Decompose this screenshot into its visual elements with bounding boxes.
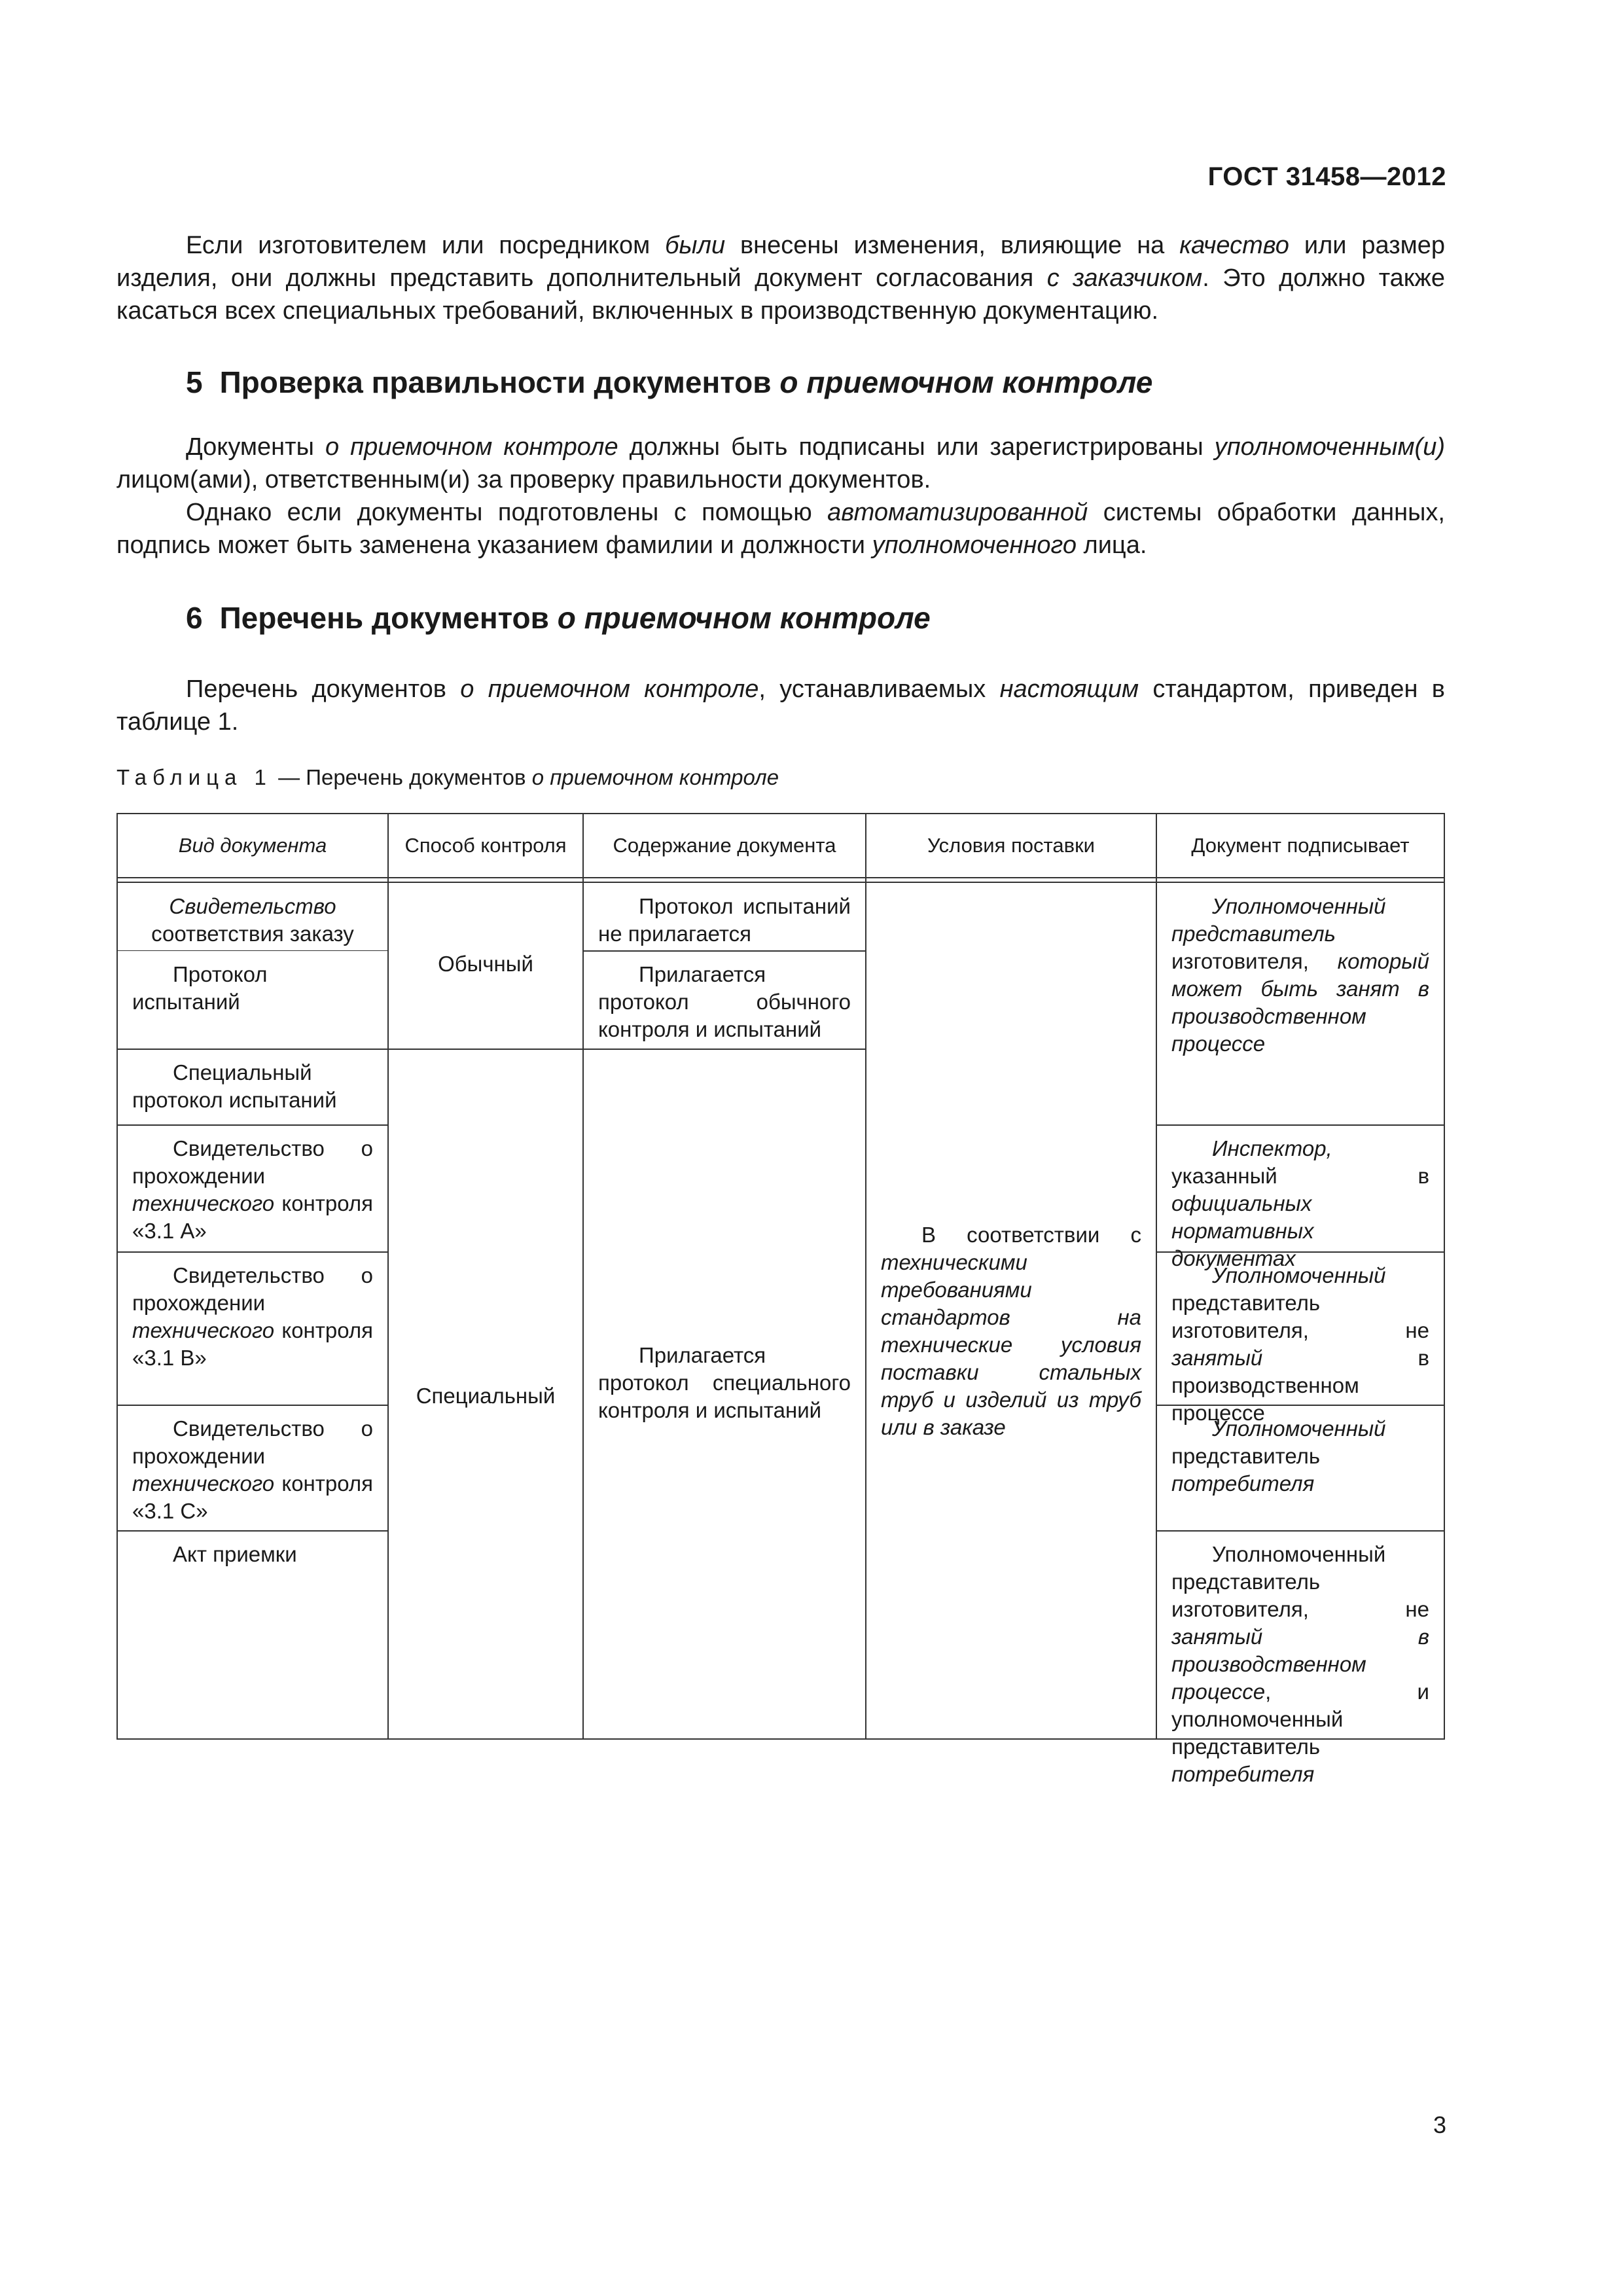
signer-customer-rep: Уполномоченный представитель потребителя bbox=[1171, 1416, 1386, 1496]
content-special-report: Прилагается протокол специального контроля и испытаний bbox=[598, 1343, 851, 1422]
doc-type-test-report: Протокол испытаний bbox=[132, 962, 268, 1014]
doc-type-conformity: Свидетельство соответствия заказу bbox=[151, 894, 354, 946]
delivery-conditions: В соответствии с техническими требованиями стандартов на технические условия поставки стальных труб и изделий из труб или в заказе bbox=[881, 1223, 1141, 1439]
section-6-text: Перечень документов о приемочном контроле, устанавливаемых настоящим стандартом, приведен в таблице 1. bbox=[116, 675, 1445, 736]
section-5-heading: 5 Проверка правильности документов о приемочном контроле bbox=[186, 365, 1153, 399]
method-special: Специальный bbox=[416, 1384, 556, 1408]
documents-table bbox=[116, 813, 1445, 1786]
doc-type-special-report: Специальный протокол испытаний bbox=[132, 1060, 337, 1112]
signer-independent-rep: Уполномоченный представитель изготовителя, не занятый в производственном процессе bbox=[1171, 1263, 1429, 1425]
content-no-report: Протокол испытаний не прилагается bbox=[598, 894, 851, 946]
signer-joint-rep: Уполномоченный представитель изготовителя, не занятый в производственном процессе, и уполномоченный представитель потребителя bbox=[1171, 1542, 1429, 1786]
signer-inspector: Инспектор, указанный в официальных нормативных документах bbox=[1171, 1136, 1429, 1270]
method-ordinary: Обычный bbox=[438, 952, 533, 976]
header-delivery: Условия поставки bbox=[927, 834, 1095, 857]
table-caption: Таблица 1 — Перечень документов о приемочном контроле bbox=[116, 765, 779, 789]
header-signer: Документ подписывает bbox=[1191, 834, 1410, 857]
doc-type-cert-3-1-a: Свидетельство о прохождении технического контроля «3.1 А» bbox=[132, 1136, 373, 1243]
doc-type-acceptance-act: Акт приемки bbox=[173, 1542, 297, 1566]
content-ordinary-report: Прилагается протокол обычного контроля и испытаний bbox=[598, 962, 851, 1041]
signer-manufacturer-rep: Уполномоченный представитель изготовителя, который может быть занят в производственном процессе bbox=[1171, 894, 1429, 1056]
header-doc-type: Вид документа bbox=[178, 834, 327, 857]
section-5-text: Документы о приемочном контроле должны быть подписаны или зарегистрированы уполномоченным(и) лицом(ами), ответственным(и) за проверку правильности документов. Однако если документы подготовлены с помощью автоматизированной системы обработки данных, подпись может быть заменена указанием фамилии и должности уполномоченного лица. bbox=[116, 433, 1445, 559]
section-6-heading: 6 Перечень документов о приемочном контроле bbox=[186, 601, 931, 635]
document-code: ГОСТ 31458—2012 bbox=[1207, 162, 1446, 191]
doc-type-cert-3-1-c: Свидетельство о прохождении технического контроля «3.1 С» bbox=[132, 1416, 373, 1523]
page-number: 3 bbox=[1433, 2111, 1446, 2138]
header-content: Содержание документа bbox=[613, 834, 836, 857]
header-control-method: Способ контроля bbox=[404, 834, 567, 857]
intro-paragraph: Если изготовителем или посредником были внесены изменения, влияющие на качество или размер изделия, они должны представить дополнительный документ согласования с заказчиком. Это должно также касаться всех специальных требований, включенных в производственную документацию. bbox=[116, 232, 1446, 325]
doc-type-cert-3-1-b: Свидетельство о прохождении технического контроля «3.1 В» bbox=[132, 1263, 373, 1370]
